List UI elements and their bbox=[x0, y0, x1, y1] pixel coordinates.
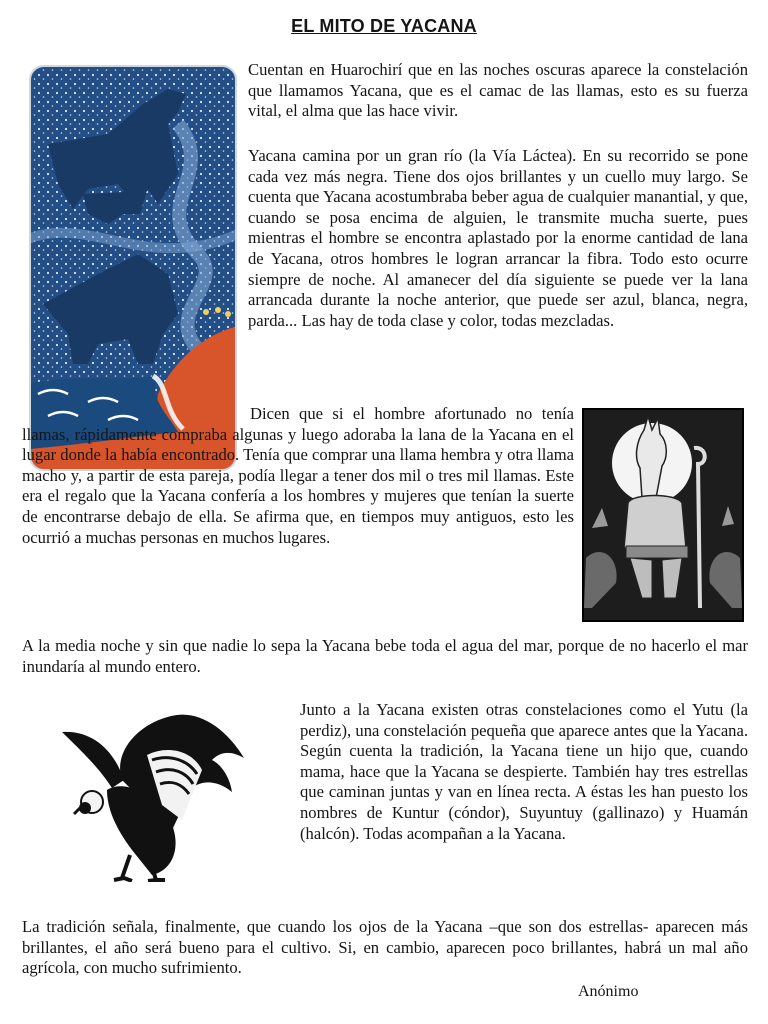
paragraph-5: Junto a la Yacana existen otras constelaciones como el Yutu (la perdiz), una constelación pequeña que aparece antes que la Yacana. Según cuenta la tradición, la Yacana tiene un hijo que, cuando mama, hace que la Yacana se despierte. También hay tres estrellas que caminan juntas y van en línea recta. A éstas les han puesto los nombres de Kuntur (cóndor), Suyuntuy (gallinazo) y Huamán (halcón). Todas acompañan a la Yacana. bbox=[300, 700, 748, 843]
author-signature: Anónimo bbox=[578, 983, 639, 1000]
paragraph-3: Dicen que si el hombre afortunado no tenía llamas, rápidamente compraba algunas y luego adoraba la lana de la Yacana en el lugar donde la había encontrado. Tenía que comprar una llama hembra y otra llama macho y, a partir de esta pareja, podía llegar a tener dos mil o tres mil llamas. Este era el regalo que la Yacana confería a los hombres y mujeres que tenían la suerte de encontrarse debajo de ella. Se afirma que, en tiempos muy antiguos, esto les ocurrió a muchas personas en muchos lugares. bbox=[22, 404, 574, 547]
paragraph-1: Cuentan en Huarochirí que en las noches oscuras aparece la constelación que llamamos Yacana, que es el camac de las llamas, esto es su fuerza vital, el alma que las hace vivir. bbox=[248, 60, 748, 121]
shepherd-with-llama-drawing bbox=[582, 408, 744, 622]
paragraph-4: A la media noche y sin que nadie lo sepa la Yacana bebe toda el agua del mar, porque de no hacerlo el mar inundaría al mundo entero. bbox=[22, 636, 748, 676]
paragraph-2: Yacana camina por un gran río (la Vía Láctea). En su recorrido se pone cada vez más negra. Tiene dos ojos brillantes y un cuello muy largo. Se cuenta que Yacana acostumbraba beber agua de cualquier manantial, y que, cuando se posa encima de alguien, le transmite mucha suerte, pues mientras el hombre se encontra aplastado por la enorme cantidad de lana de Yacana, otros hombres le logran arrancar la fibra. Todo esto ocurre siempre de noche. Al amanecer del día siguiente se puede ver la lana arrancada durante la noche anterior, que puede ser azul, blanca, negra, parda... Las hay de toda clase y color, todas mezcladas. bbox=[248, 146, 748, 330]
page-title: EL MITO DE YACANA bbox=[291, 16, 477, 36]
paragraph-6: La tradición señala, finalmente, que cuando los ojos de la Yacana –que son dos estrellas- aparecen más brillantes, el año será bueno para el cultivo. Si, en cambio, aparecen poco brillantes, habrá un mal año agrícola, con mucho sufrimiento. bbox=[22, 917, 748, 978]
condor-silhouette bbox=[52, 710, 252, 882]
